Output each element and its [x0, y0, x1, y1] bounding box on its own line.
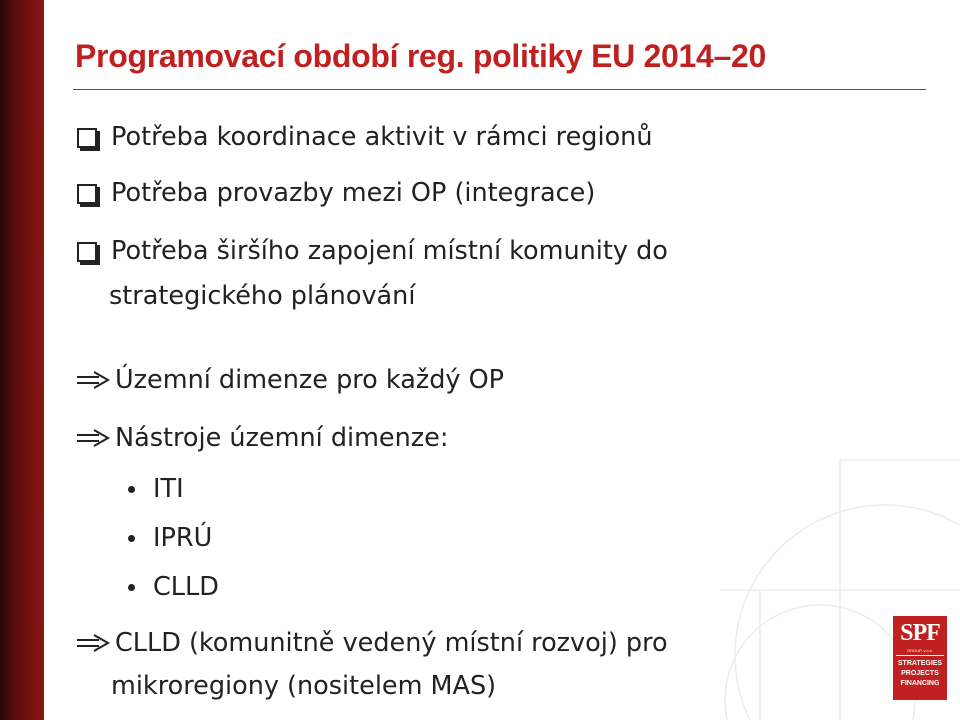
checkbox-icon [77, 128, 97, 148]
tool-item-iti [128, 474, 184, 504]
title-divider [73, 89, 926, 90]
checkbox-icon [77, 242, 97, 262]
spf-logo [893, 616, 947, 700]
checkbox-item-text: Potřeba koordinace aktivit v rámci regionů [111, 122, 653, 152]
checkbox-item-text: Potřeba provazby mezi OP (integrace) [111, 178, 596, 208]
arrow-item-tools [77, 423, 448, 453]
arrow-item-text: Územní dimenze pro každý OP [115, 365, 505, 395]
logo-divider [896, 655, 944, 656]
arrow-item-clld [77, 628, 668, 658]
arrow-item-text: CLLD (komunitně vedený místní rozvoj) pro [115, 628, 668, 658]
bullet-icon [128, 486, 135, 493]
double-arrow-icon [77, 370, 111, 390]
bullet-icon [128, 535, 135, 542]
arrow-item-text: Nástroje územní dimenze: [115, 423, 449, 453]
logo-word-projects: PROJECTS [901, 670, 939, 677]
slide-title: Programovací období reg. politiky EU 2014–20 [75, 38, 767, 74]
checkbox-icon [77, 184, 97, 204]
arrow-item-territorial-dimension [77, 365, 504, 395]
logo-word-financing: FINANCING [900, 680, 940, 687]
logo-word-strategies: STRATEGIES [897, 660, 943, 667]
double-arrow-icon [77, 428, 111, 448]
checkbox-item-coordination [77, 122, 653, 152]
tool-item-text: IPRÚ [153, 523, 213, 553]
bullet-icon [128, 584, 135, 591]
checkbox-item-continuation: strategického plánování [109, 281, 416, 311]
checkbox-item-community [77, 236, 668, 266]
tool-item-text: CLLD [153, 572, 219, 602]
logo-group-text: GROUP, v.o.s. [907, 648, 933, 653]
tool-item-text: ITI [153, 474, 184, 504]
tool-item-ipru [128, 523, 212, 553]
logo-mark: SPF [900, 620, 940, 646]
checkbox-item-integration [77, 178, 595, 208]
tool-item-clld [128, 572, 219, 602]
double-arrow-icon [77, 633, 111, 653]
checkbox-item-text: Potřeba širšího zapojení místní komunity do [111, 236, 668, 266]
arrow-item-continuation: mikroregiony (nositelem MAS) [111, 671, 497, 701]
